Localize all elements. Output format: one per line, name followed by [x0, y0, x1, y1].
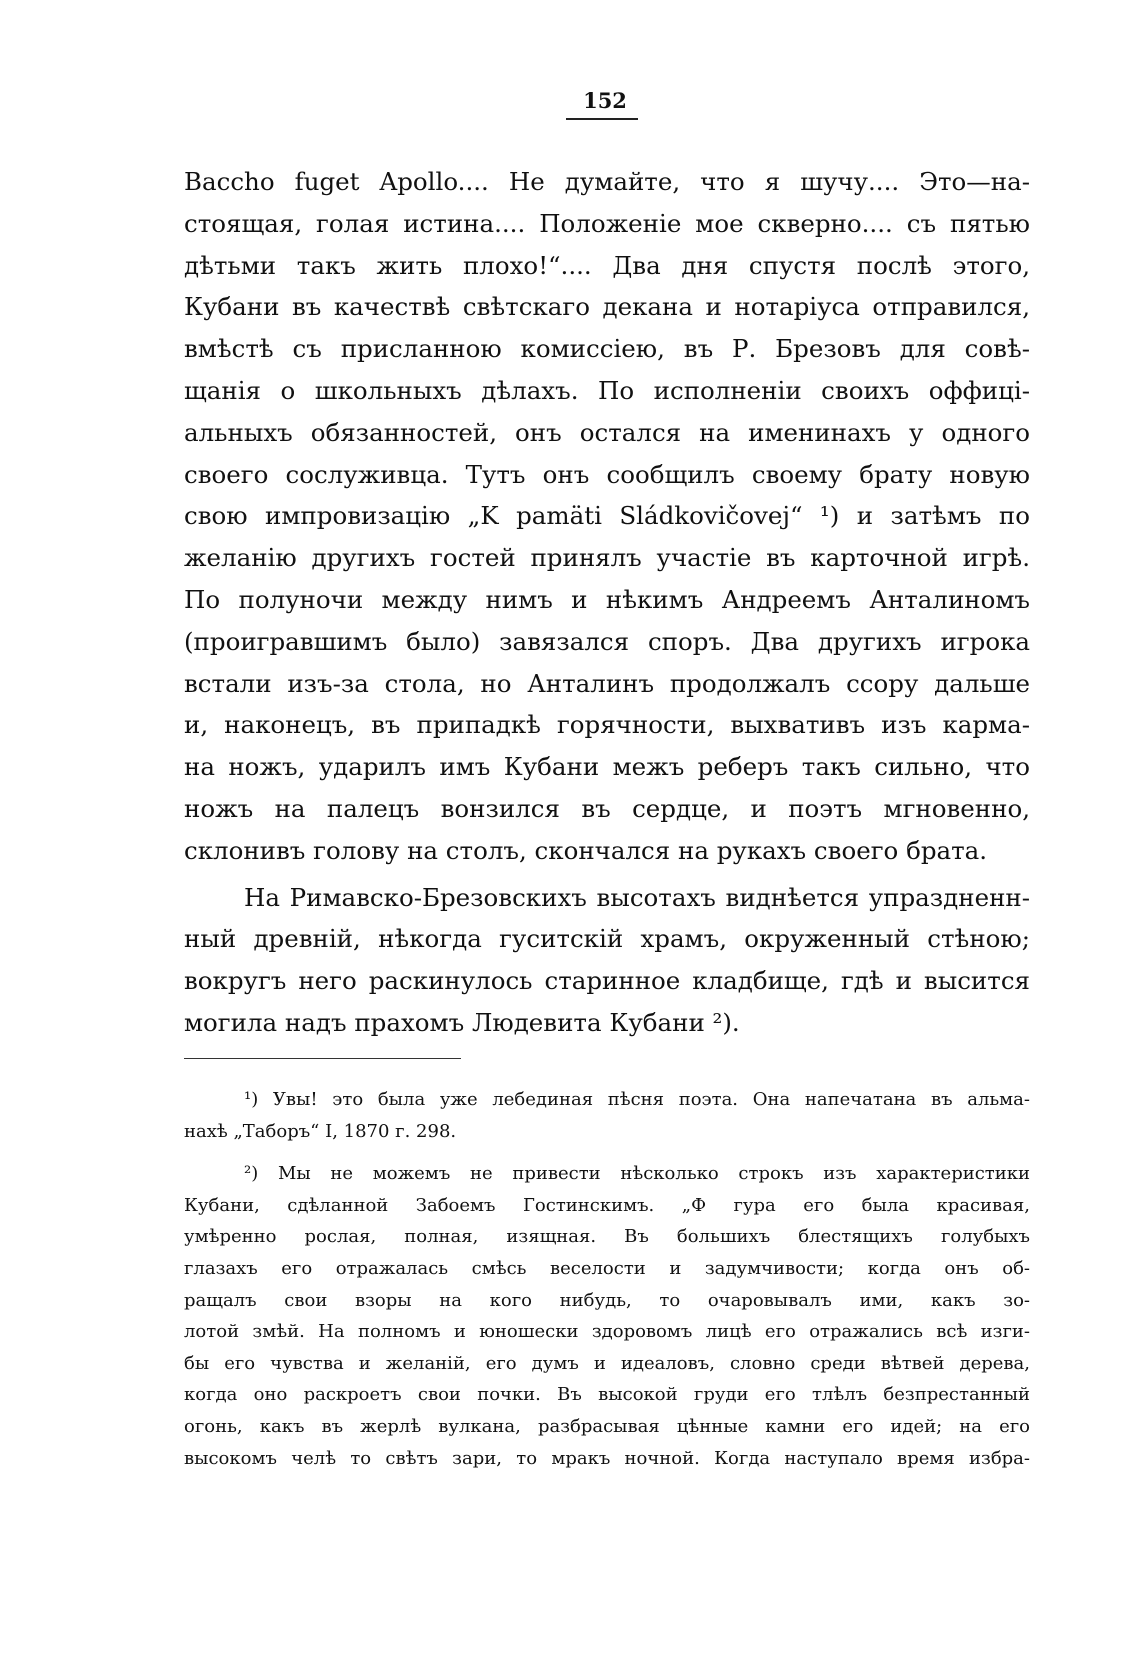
footnote-line: умѣренно рослая, полная, изящная. Въ большихъ блестящихъ голубыхъ	[184, 1226, 1030, 1248]
footnote-line: высокомъ челѣ то свѣтъ зари, то мракъ ночной. Когда наступало время избра-	[184, 1447, 1030, 1469]
text-line: альныхъ обязанностей, онъ остался на именинахъ у одного	[184, 417, 1030, 447]
text-line: Кубани въ качествѣ свѣтскаго декана и нотаріуса отправился,	[184, 292, 1030, 322]
text-line: вмѣстѣ съ присланною комиссіею, въ Р. Брезовъ для совѣ-	[184, 334, 1030, 364]
text-line: На Римавско-Брезовскихъ высотахъ виднѣется упраздненн-	[244, 882, 1030, 912]
footnote-line: нахѣ „Таборъ“ I, 1870 г. 298.	[184, 1120, 457, 1142]
main-text	[184, 161, 1030, 1044]
text-line: стоящая, голая истина.... Положеніе мое скверно.... съ пятью	[184, 208, 1030, 238]
text-line: щанія о школьныхъ дѣлахъ. По исполненіи своихъ оффиці-	[184, 375, 1030, 405]
footnote-line: ращалъ свои взоры на кого нибудь, то очаровывалъ ими, какъ зо-	[184, 1289, 1030, 1311]
text-line: (проигравшимъ было) завязался споръ. Два другихъ игрока	[184, 626, 1030, 656]
page-number: 152	[583, 88, 627, 113]
footnote-line: огонь, какъ въ жерлѣ вулкана, разбрасывая цѣнные камни его идей; на его	[184, 1415, 1030, 1437]
footnote-line: ¹) Увы! это была уже лебединая пѣсня поэта. Она напечатана въ альма-	[244, 1089, 1030, 1110]
text-line: По полуночи между нимъ и нѣкимъ Андреемъ Анталиномъ	[184, 584, 1030, 614]
footnote-line: когда оно раскроетъ свои почки. Въ высокой груди его тлѣлъ безпрестанный	[184, 1384, 1030, 1406]
text-line: ножъ на палецъ вонзился въ сердце, и поэтъ мгновенно,	[184, 793, 1030, 823]
footnotes	[184, 1084, 1030, 1474]
footnote-line: Кубани, сдѣланной Забоемъ Гостинскимъ. „Ф гура его была красивая,	[184, 1194, 1030, 1216]
footnote-line: лотой змѣй. На полномъ и юношески здоровомъ лицѣ его отражались всѣ изги-	[184, 1321, 1030, 1343]
text-line: встали изъ-за стола, но Анталинъ продолжалъ ссору дальше	[184, 668, 1030, 698]
text-line: свою импровизацію „K pamäti Sládkovičovej“ ¹) и затѣмъ по	[184, 501, 1030, 531]
text-line: желанію другихъ гостей принялъ участіе въ карточной игрѣ.	[184, 543, 1030, 573]
footnote	[184, 1084, 1030, 1147]
text-line: вокругъ него раскинулось старинное кладбище, гдѣ и высится	[184, 966, 1030, 996]
footnote-line: глазахъ его отражалась смѣсь веселости и задумчивости; когда онъ об-	[184, 1257, 1030, 1279]
footnote-line: бы его чувства и желаній, его думъ и идеаловъ, словно среди вѣтвей дерева,	[184, 1352, 1030, 1374]
text-line: Bacсho fuget Apollo.... Не думайте, что я шучу.... Это—на-	[184, 167, 1030, 196]
text-line: ный древній, нѣкогда гуситскій храмъ, окруженный стѣною;	[184, 924, 1030, 954]
text-line: на ножъ, ударилъ имъ Кубани межъ реберъ такъ сильно, что	[184, 752, 1030, 782]
paragraph	[184, 877, 1030, 1044]
footnote-separator	[184, 1058, 461, 1059]
text-line: дѣтьми такъ жить плохо!“.... Два дня спустя послѣ этого,	[184, 250, 1030, 280]
text-line: склонивъ голову на столъ, скончался на рукахъ своего брата.	[184, 835, 988, 865]
text-line: своего сослуживца. Тутъ онъ сообщилъ своему брату новую	[184, 459, 1030, 489]
footnote-line: ²) Мы не можемъ не привести нѣсколько строкъ изъ характеристики	[244, 1163, 1030, 1185]
paragraph	[184, 161, 1030, 872]
footnote	[184, 1158, 1030, 1474]
text-line: могила надъ прахомъ Людевита Кубани ²).	[184, 1007, 740, 1037]
text-line: и, наконецъ, въ припадкѣ горячности, выхвативъ изъ карма-	[184, 710, 1030, 740]
page-number-underline	[566, 118, 638, 120]
